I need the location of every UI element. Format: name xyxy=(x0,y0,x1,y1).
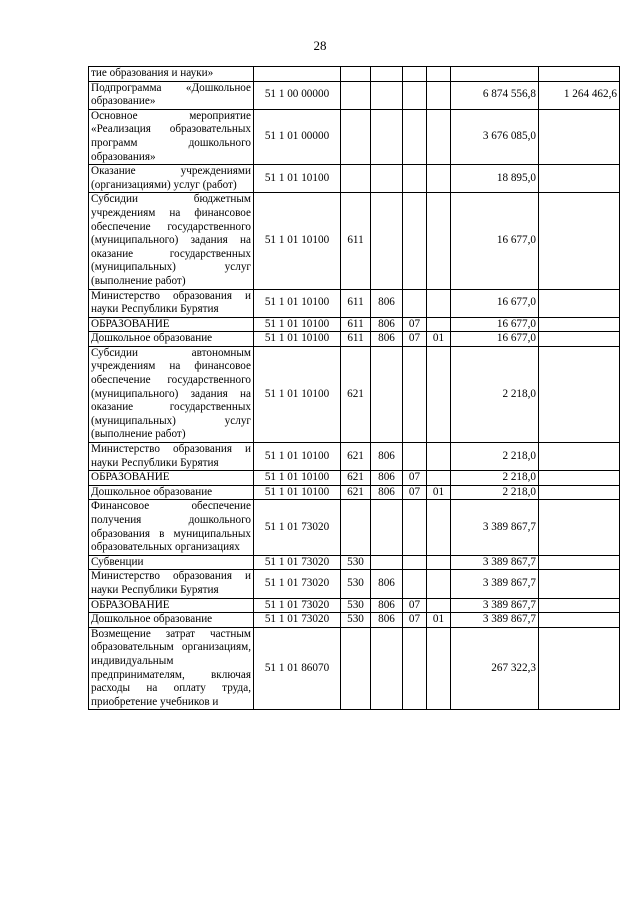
row-name: Министерство образования и науки Республики Бурятия xyxy=(89,443,254,471)
expense-type-code: 611 xyxy=(341,332,371,347)
amount: 6 874 556,8 xyxy=(451,81,539,109)
subsection-code: 01 xyxy=(427,485,451,500)
table-row xyxy=(89,598,620,613)
table-row xyxy=(89,346,620,442)
table-row xyxy=(89,627,620,710)
row-name: Подпрограмма «Дошкольное образование» xyxy=(89,81,254,109)
amount-extra xyxy=(539,627,620,710)
subsection-code xyxy=(427,317,451,332)
target-article-code: 51 1 01 10100 xyxy=(254,471,341,486)
row-name: ОБРАЗОВАНИЕ xyxy=(89,471,254,486)
target-article-code: 51 1 01 10100 xyxy=(254,485,341,500)
row-name: Дошкольное образование xyxy=(89,613,254,628)
amount-extra xyxy=(539,471,620,486)
amount: 3 389 867,7 xyxy=(451,570,539,598)
table-row xyxy=(89,471,620,486)
target-article-code: 51 1 01 10100 xyxy=(254,443,341,471)
section-code xyxy=(403,555,427,570)
expense-type-code xyxy=(341,81,371,109)
table-row xyxy=(89,570,620,598)
section-code xyxy=(403,627,427,710)
subsection-code xyxy=(427,346,451,442)
amount-extra xyxy=(539,485,620,500)
row-name: Возмещение затрат частным образовательным организациям, индивидуальным предпринимателям, включая расходы на оплату труда, приобретение учебников и xyxy=(89,627,254,710)
expense-type-code xyxy=(341,67,371,82)
target-article-code: 51 1 01 73020 xyxy=(254,500,341,555)
section-code: 07 xyxy=(403,485,427,500)
subsection-code xyxy=(427,289,451,317)
budget-table-body xyxy=(89,67,620,710)
administrator-code xyxy=(371,555,403,570)
administrator-code xyxy=(371,165,403,193)
row-name: Основное мероприятие «Реализация образовательных программ дошкольного образования» xyxy=(89,109,254,164)
amount: 3 676 085,0 xyxy=(451,109,539,164)
row-name: Субсидии бюджетным учреждениям на финансовое обеспечение государственного (муниципального) задания на оказание государственных (муниципальных) услуг (выполнение работ) xyxy=(89,193,254,289)
target-article-code: 51 1 01 86070 xyxy=(254,627,341,710)
section-code xyxy=(403,346,427,442)
subsection-code xyxy=(427,627,451,710)
row-name: Дошкольное образование xyxy=(89,332,254,347)
section-code xyxy=(403,289,427,317)
subsection-code: 01 xyxy=(427,613,451,628)
amount-extra xyxy=(539,317,620,332)
section-code: 07 xyxy=(403,613,427,628)
expense-type-code xyxy=(341,109,371,164)
row-name: Министерство образования и науки Республики Бурятия xyxy=(89,570,254,598)
amount: 2 218,0 xyxy=(451,346,539,442)
amount: 16 677,0 xyxy=(451,332,539,347)
table-row xyxy=(89,332,620,347)
row-name: тие образования и науки» xyxy=(89,67,254,82)
administrator-code xyxy=(371,109,403,164)
subsection-code xyxy=(427,471,451,486)
row-name: Финансовое обеспечение получения дошкольного образования в муниципальных образовательных организациях xyxy=(89,500,254,555)
row-name: Оказание учреждениями (организациями) услуг (работ) xyxy=(89,165,254,193)
administrator-code xyxy=(371,346,403,442)
expense-type-code: 611 xyxy=(341,289,371,317)
table-row xyxy=(89,193,620,289)
expense-type-code: 621 xyxy=(341,485,371,500)
target-article-code xyxy=(254,67,341,82)
amount xyxy=(451,67,539,82)
amount-extra xyxy=(539,193,620,289)
target-article-code: 51 1 01 10100 xyxy=(254,165,341,193)
table-row xyxy=(89,485,620,500)
table-row xyxy=(89,613,620,628)
amount: 16 677,0 xyxy=(451,193,539,289)
administrator-code: 806 xyxy=(371,598,403,613)
section-code xyxy=(403,443,427,471)
amount-extra xyxy=(539,346,620,442)
subsection-code xyxy=(427,165,451,193)
section-code xyxy=(403,81,427,109)
administrator-code: 806 xyxy=(371,332,403,347)
section-code xyxy=(403,570,427,598)
amount: 2 218,0 xyxy=(451,485,539,500)
administrator-code: 806 xyxy=(371,613,403,628)
amount-extra xyxy=(539,555,620,570)
amount: 3 389 867,7 xyxy=(451,500,539,555)
subsection-code xyxy=(427,193,451,289)
amount-extra xyxy=(539,598,620,613)
table-row xyxy=(89,81,620,109)
subsection-code xyxy=(427,598,451,613)
target-article-code: 51 1 01 73020 xyxy=(254,598,341,613)
target-article-code: 51 1 01 00000 xyxy=(254,109,341,164)
administrator-code: 806 xyxy=(371,570,403,598)
target-article-code: 51 1 01 10100 xyxy=(254,193,341,289)
target-article-code: 51 1 01 10100 xyxy=(254,332,341,347)
target-article-code: 51 1 01 73020 xyxy=(254,555,341,570)
target-article-code: 51 1 01 10100 xyxy=(254,289,341,317)
expense-type-code: 530 xyxy=(341,555,371,570)
amount: 2 218,0 xyxy=(451,443,539,471)
expense-type-code: 611 xyxy=(341,193,371,289)
table-row xyxy=(89,500,620,555)
expense-type-code: 530 xyxy=(341,598,371,613)
administrator-code: 806 xyxy=(371,443,403,471)
row-name: Субвенции xyxy=(89,555,254,570)
amount-extra xyxy=(539,332,620,347)
administrator-code xyxy=(371,193,403,289)
table-row xyxy=(89,555,620,570)
amount: 3 389 867,7 xyxy=(451,598,539,613)
administrator-code: 806 xyxy=(371,317,403,332)
expense-type-code xyxy=(341,500,371,555)
section-code: 07 xyxy=(403,332,427,347)
expense-type-code xyxy=(341,165,371,193)
amount-extra xyxy=(539,613,620,628)
amount-extra xyxy=(539,500,620,555)
amount: 3 389 867,7 xyxy=(451,555,539,570)
administrator-code xyxy=(371,81,403,109)
subsection-code xyxy=(427,109,451,164)
table-row xyxy=(89,317,620,332)
target-article-code: 51 1 01 73020 xyxy=(254,613,341,628)
section-code xyxy=(403,109,427,164)
amount: 18 895,0 xyxy=(451,165,539,193)
administrator-code: 806 xyxy=(371,289,403,317)
amount: 16 677,0 xyxy=(451,317,539,332)
section-code: 07 xyxy=(403,317,427,332)
table-row xyxy=(89,109,620,164)
amount-extra: 1 264 462,6 xyxy=(539,81,620,109)
amount: 3 389 867,7 xyxy=(451,613,539,628)
row-name: Субсидии автономным учреждениям на финансовое обеспечение государственного (муниципального) задания на оказание государственных (муниципальных) услуг (выполнение работ) xyxy=(89,346,254,442)
expense-type-code: 530 xyxy=(341,613,371,628)
expense-type-code: 621 xyxy=(341,346,371,442)
subsection-code xyxy=(427,570,451,598)
expense-type-code: 611 xyxy=(341,317,371,332)
subsection-code xyxy=(427,443,451,471)
table-row xyxy=(89,165,620,193)
expense-type-code xyxy=(341,627,371,710)
amount-extra xyxy=(539,67,620,82)
amount-extra xyxy=(539,289,620,317)
subsection-code xyxy=(427,555,451,570)
target-article-code: 51 1 01 10100 xyxy=(254,317,341,332)
section-code xyxy=(403,165,427,193)
amount: 267 322,3 xyxy=(451,627,539,710)
budget-table xyxy=(88,66,620,710)
administrator-code xyxy=(371,627,403,710)
table-row xyxy=(89,67,620,82)
amount: 16 677,0 xyxy=(451,289,539,317)
target-article-code: 51 1 01 73020 xyxy=(254,570,341,598)
subsection-code xyxy=(427,81,451,109)
row-name: ОБРАЗОВАНИЕ xyxy=(89,598,254,613)
page-number: 28 xyxy=(313,38,327,53)
expense-type-code: 621 xyxy=(341,443,371,471)
administrator-code xyxy=(371,500,403,555)
expense-type-code: 530 xyxy=(341,570,371,598)
section-code xyxy=(403,67,427,82)
target-article-code: 51 1 00 00000 xyxy=(254,81,341,109)
amount-extra xyxy=(539,165,620,193)
row-name: Дошкольное образование xyxy=(89,485,254,500)
table-row xyxy=(89,443,620,471)
section-code xyxy=(403,193,427,289)
target-article-code: 51 1 01 10100 xyxy=(254,346,341,442)
expense-type-code: 621 xyxy=(341,471,371,486)
amount: 2 218,0 xyxy=(451,471,539,486)
administrator-code xyxy=(371,67,403,82)
subsection-code xyxy=(427,67,451,82)
row-name: Министерство образования и науки Республики Бурятия xyxy=(89,289,254,317)
amount-extra xyxy=(539,109,620,164)
amount-extra xyxy=(539,570,620,598)
section-code: 07 xyxy=(403,598,427,613)
table-row xyxy=(89,289,620,317)
subsection-code: 01 xyxy=(427,332,451,347)
row-name: ОБРАЗОВАНИЕ xyxy=(89,317,254,332)
section-code xyxy=(403,500,427,555)
administrator-code: 806 xyxy=(371,471,403,486)
subsection-code xyxy=(427,500,451,555)
section-code: 07 xyxy=(403,471,427,486)
amount-extra xyxy=(539,443,620,471)
administrator-code: 806 xyxy=(371,485,403,500)
